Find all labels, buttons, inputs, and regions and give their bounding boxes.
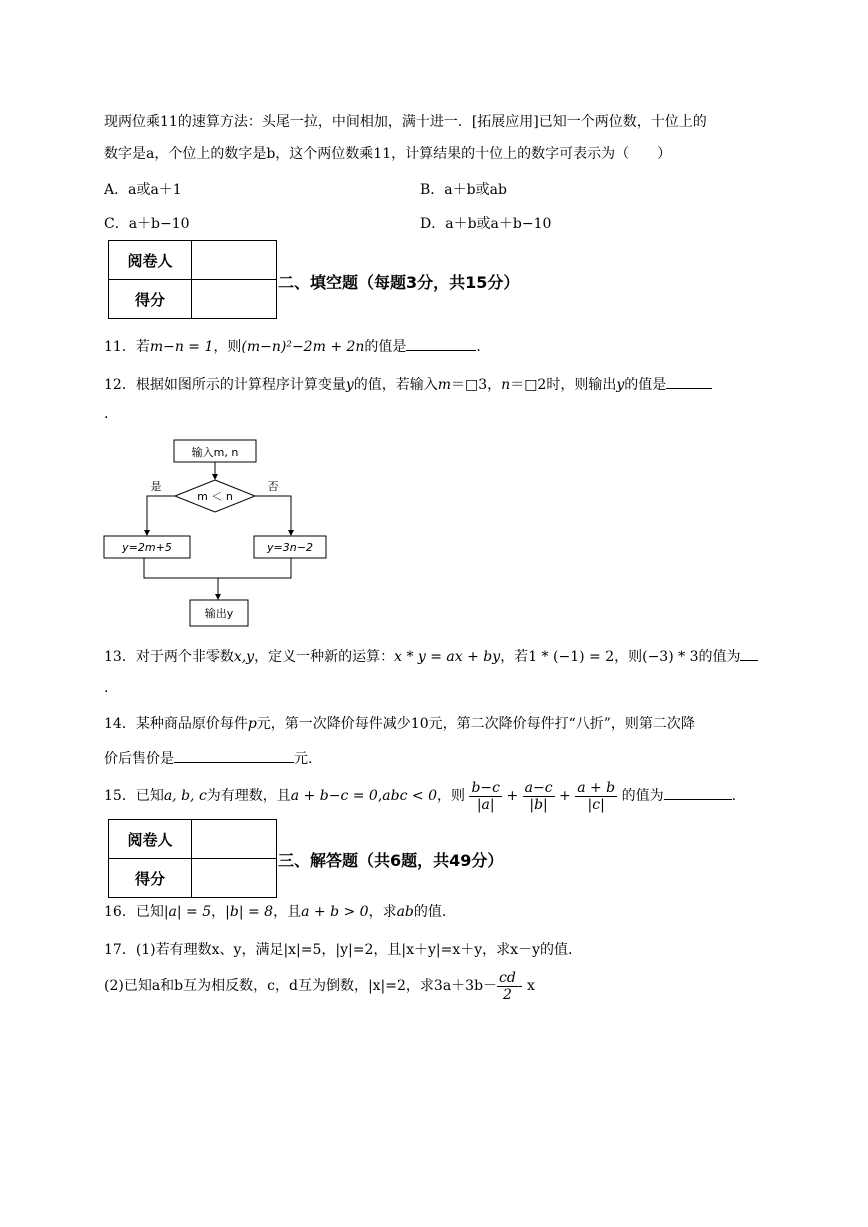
q11-number: 11．: [104, 339, 136, 355]
q12-var-m: m: [437, 377, 452, 393]
q12-line1: [104, 374, 712, 395]
q11-post: 的值是: [364, 339, 407, 355]
q15-f2-numerator: a−c: [524, 779, 553, 796]
score-box-section3: [108, 819, 277, 898]
q15-plus1: +: [506, 788, 519, 804]
flowchart-right-label: y=3n−2: [267, 541, 313, 554]
q16-pre: 16．已知: [104, 904, 164, 920]
q16-condition1: |a| = 5: [163, 904, 212, 920]
q11-pre: 若: [135, 339, 150, 355]
q15-pre: 15．已知: [104, 788, 164, 804]
q15-plus2: +: [559, 788, 571, 804]
q15-answer-blank[interactable]: [664, 785, 732, 800]
q17-fraction: [497, 970, 518, 1003]
q10-option-d: D．a＋b或a＋b−10: [420, 216, 552, 232]
q14-answer-blank[interactable]: [174, 748, 294, 763]
q15-end: .: [731, 788, 737, 804]
q13-expression: (−3) * 3: [642, 649, 699, 665]
q17-part2-post: - x: [517, 978, 535, 994]
q15-condition1: a + b−c = 0: [290, 788, 378, 804]
q11: [104, 336, 481, 357]
flowchart-arrowhead-1: [212, 474, 218, 480]
section2-title: 二、填空题（每题3分，共15分）: [278, 273, 520, 292]
reviewer-cell[interactable]: [192, 241, 277, 280]
q17-fraction-denominator: 2: [502, 986, 512, 1003]
q13-pre: 13．对于两个非零数: [104, 649, 234, 665]
q17-part2-pre: (2)已知a和b互为相反数，c，d互为倒数，|x|=2，求3a＋3b－: [104, 978, 498, 994]
flowchart-merge-path: [144, 558, 291, 578]
q12-text-a: 12．根据如图所示的计算程序计算变量: [104, 377, 346, 393]
score-box-section2: [108, 240, 277, 319]
q10-option-b: B．a＋b或ab: [420, 182, 507, 198]
reviewer-label: 阅卷人: [109, 241, 192, 280]
q14-text-a: 14．某种商品原价每件: [104, 716, 248, 732]
q13-condition: 1 * (−1) = 2: [528, 649, 615, 665]
flowchart-left-label: y=2m+5: [122, 541, 172, 554]
q10-text-line2: 数字是a，个位上的数字是b，这个两位数乘11，计算结果的十位上的数字可表示为（ ）: [104, 146, 672, 162]
q15: [104, 776, 736, 816]
q16-sep2: ，且: [273, 904, 302, 920]
q15-fraction-2: [523, 780, 555, 813]
q15-condition2: abc < 0: [382, 788, 437, 804]
q15-post: 的值为: [621, 788, 664, 804]
q16-condition2: |b| = 8: [225, 904, 274, 920]
reviewer-label: 阅卷人: [109, 820, 192, 859]
q13-line2: .: [104, 680, 109, 696]
q13-vars: x,y: [233, 649, 255, 665]
q14-line2: [104, 748, 312, 769]
q10-text-line1: 现两位乘11的速算方法：头尾一拉，中间相加，满十进一．[拓展应用]已知一个两位数，十位上的: [104, 114, 707, 130]
q13-line1: [104, 646, 758, 667]
q13-mid2: ，若: [500, 649, 529, 665]
flowchart-yes-label: 是: [150, 480, 162, 493]
reviewer-cell[interactable]: [192, 820, 277, 859]
q11-condition: m−n = 1: [149, 339, 214, 355]
score-label: 得分: [109, 859, 192, 898]
q16-sep1: ，: [211, 904, 226, 920]
q17-part1: 17．(1)若有理数x、y，满足|x|=5，|y|=2，且|x＋y|=x＋y，求x－y的值.: [104, 942, 573, 958]
q15-f1-numerator: b−c: [471, 779, 500, 796]
q15-fraction-1: [469, 780, 502, 813]
flowchart-decision-label: m ＜ n: [197, 490, 233, 503]
q11-answer-blank[interactable]: [406, 336, 476, 351]
q17-part2: [104, 966, 535, 1006]
q15-f3-numerator: a + b: [577, 779, 616, 796]
section3-title: 三、解答题（共6题，共49分）: [278, 851, 504, 870]
q13-post: 的值为: [698, 649, 741, 665]
score-cell[interactable]: [192, 280, 277, 319]
q13-answer-blank[interactable]: [740, 646, 758, 661]
q16-sep3: ，求: [368, 904, 397, 920]
score-cell[interactable]: [192, 859, 277, 898]
q15-vars: a, b, c: [163, 788, 207, 804]
q15-mid2: ，则: [436, 788, 465, 804]
q15-f2-denominator: |b|: [529, 796, 548, 813]
q16-expression: ab: [396, 904, 414, 920]
flowchart-no-label: 否: [267, 480, 279, 493]
q10-option-a: A．a或a＋1: [104, 182, 182, 198]
q12-var-y: y: [345, 377, 354, 393]
q12-var-n: n: [501, 377, 511, 393]
q11-end: .: [476, 339, 481, 355]
q12-text-b: 的值，若输入: [353, 377, 438, 393]
q16-condition3: a + b > 0: [301, 904, 369, 920]
q14-line1: [104, 714, 695, 734]
q15-mid: 为有理数，且: [206, 788, 291, 804]
flowchart-input-label: 输入m, n: [191, 446, 239, 459]
q11-expression: (m−n)²−2m + 2n: [241, 339, 365, 355]
q15-f3-denominator: |c|: [587, 796, 605, 813]
q13-mid: ，定义一种新的运算：: [254, 649, 395, 665]
q14-text-c: 价后售价是: [104, 751, 174, 767]
q11-mid: ，则: [213, 339, 242, 355]
flowchart-no-path: [255, 496, 291, 532]
q12-answer-blank[interactable]: [666, 374, 712, 389]
score-label: 得分: [109, 280, 192, 319]
q12-var-y2: y: [616, 377, 625, 393]
flowchart: [100, 436, 340, 632]
q12-text-e: 的值是: [624, 377, 667, 393]
q13-mid3: ，则: [614, 649, 643, 665]
q16: [104, 902, 446, 922]
q17-fraction-numerator: cd: [499, 969, 516, 986]
flowchart-output-label: 输出y: [204, 607, 234, 620]
q14-var-p: p: [247, 716, 257, 732]
flowchart-arrowhead-no: [288, 530, 294, 536]
flowchart-arrowhead-yes: [144, 530, 150, 536]
q15-f1-denominator: |a|: [476, 796, 495, 813]
q12-text-c: ＝□3，: [451, 377, 502, 393]
q15-fraction-3: [575, 780, 617, 813]
q13-definition: x * y = ax + by: [394, 649, 501, 665]
q15-separator: ,: [377, 788, 383, 804]
q14-text-b: 元，第一次降价每件减少10元，第二次降价每件打“八折”，则第二次降: [256, 716, 695, 732]
flowchart-arrowhead-output: [215, 594, 221, 600]
q14-text-d: 元.: [294, 751, 313, 767]
q16-post: 的值.: [413, 904, 447, 920]
q12-line2: .: [104, 406, 109, 422]
q12-text-d: ＝□2时，则输出: [510, 377, 617, 393]
q10-option-c: C．a＋b−10: [104, 216, 190, 232]
flowchart-yes-path: [147, 496, 175, 532]
